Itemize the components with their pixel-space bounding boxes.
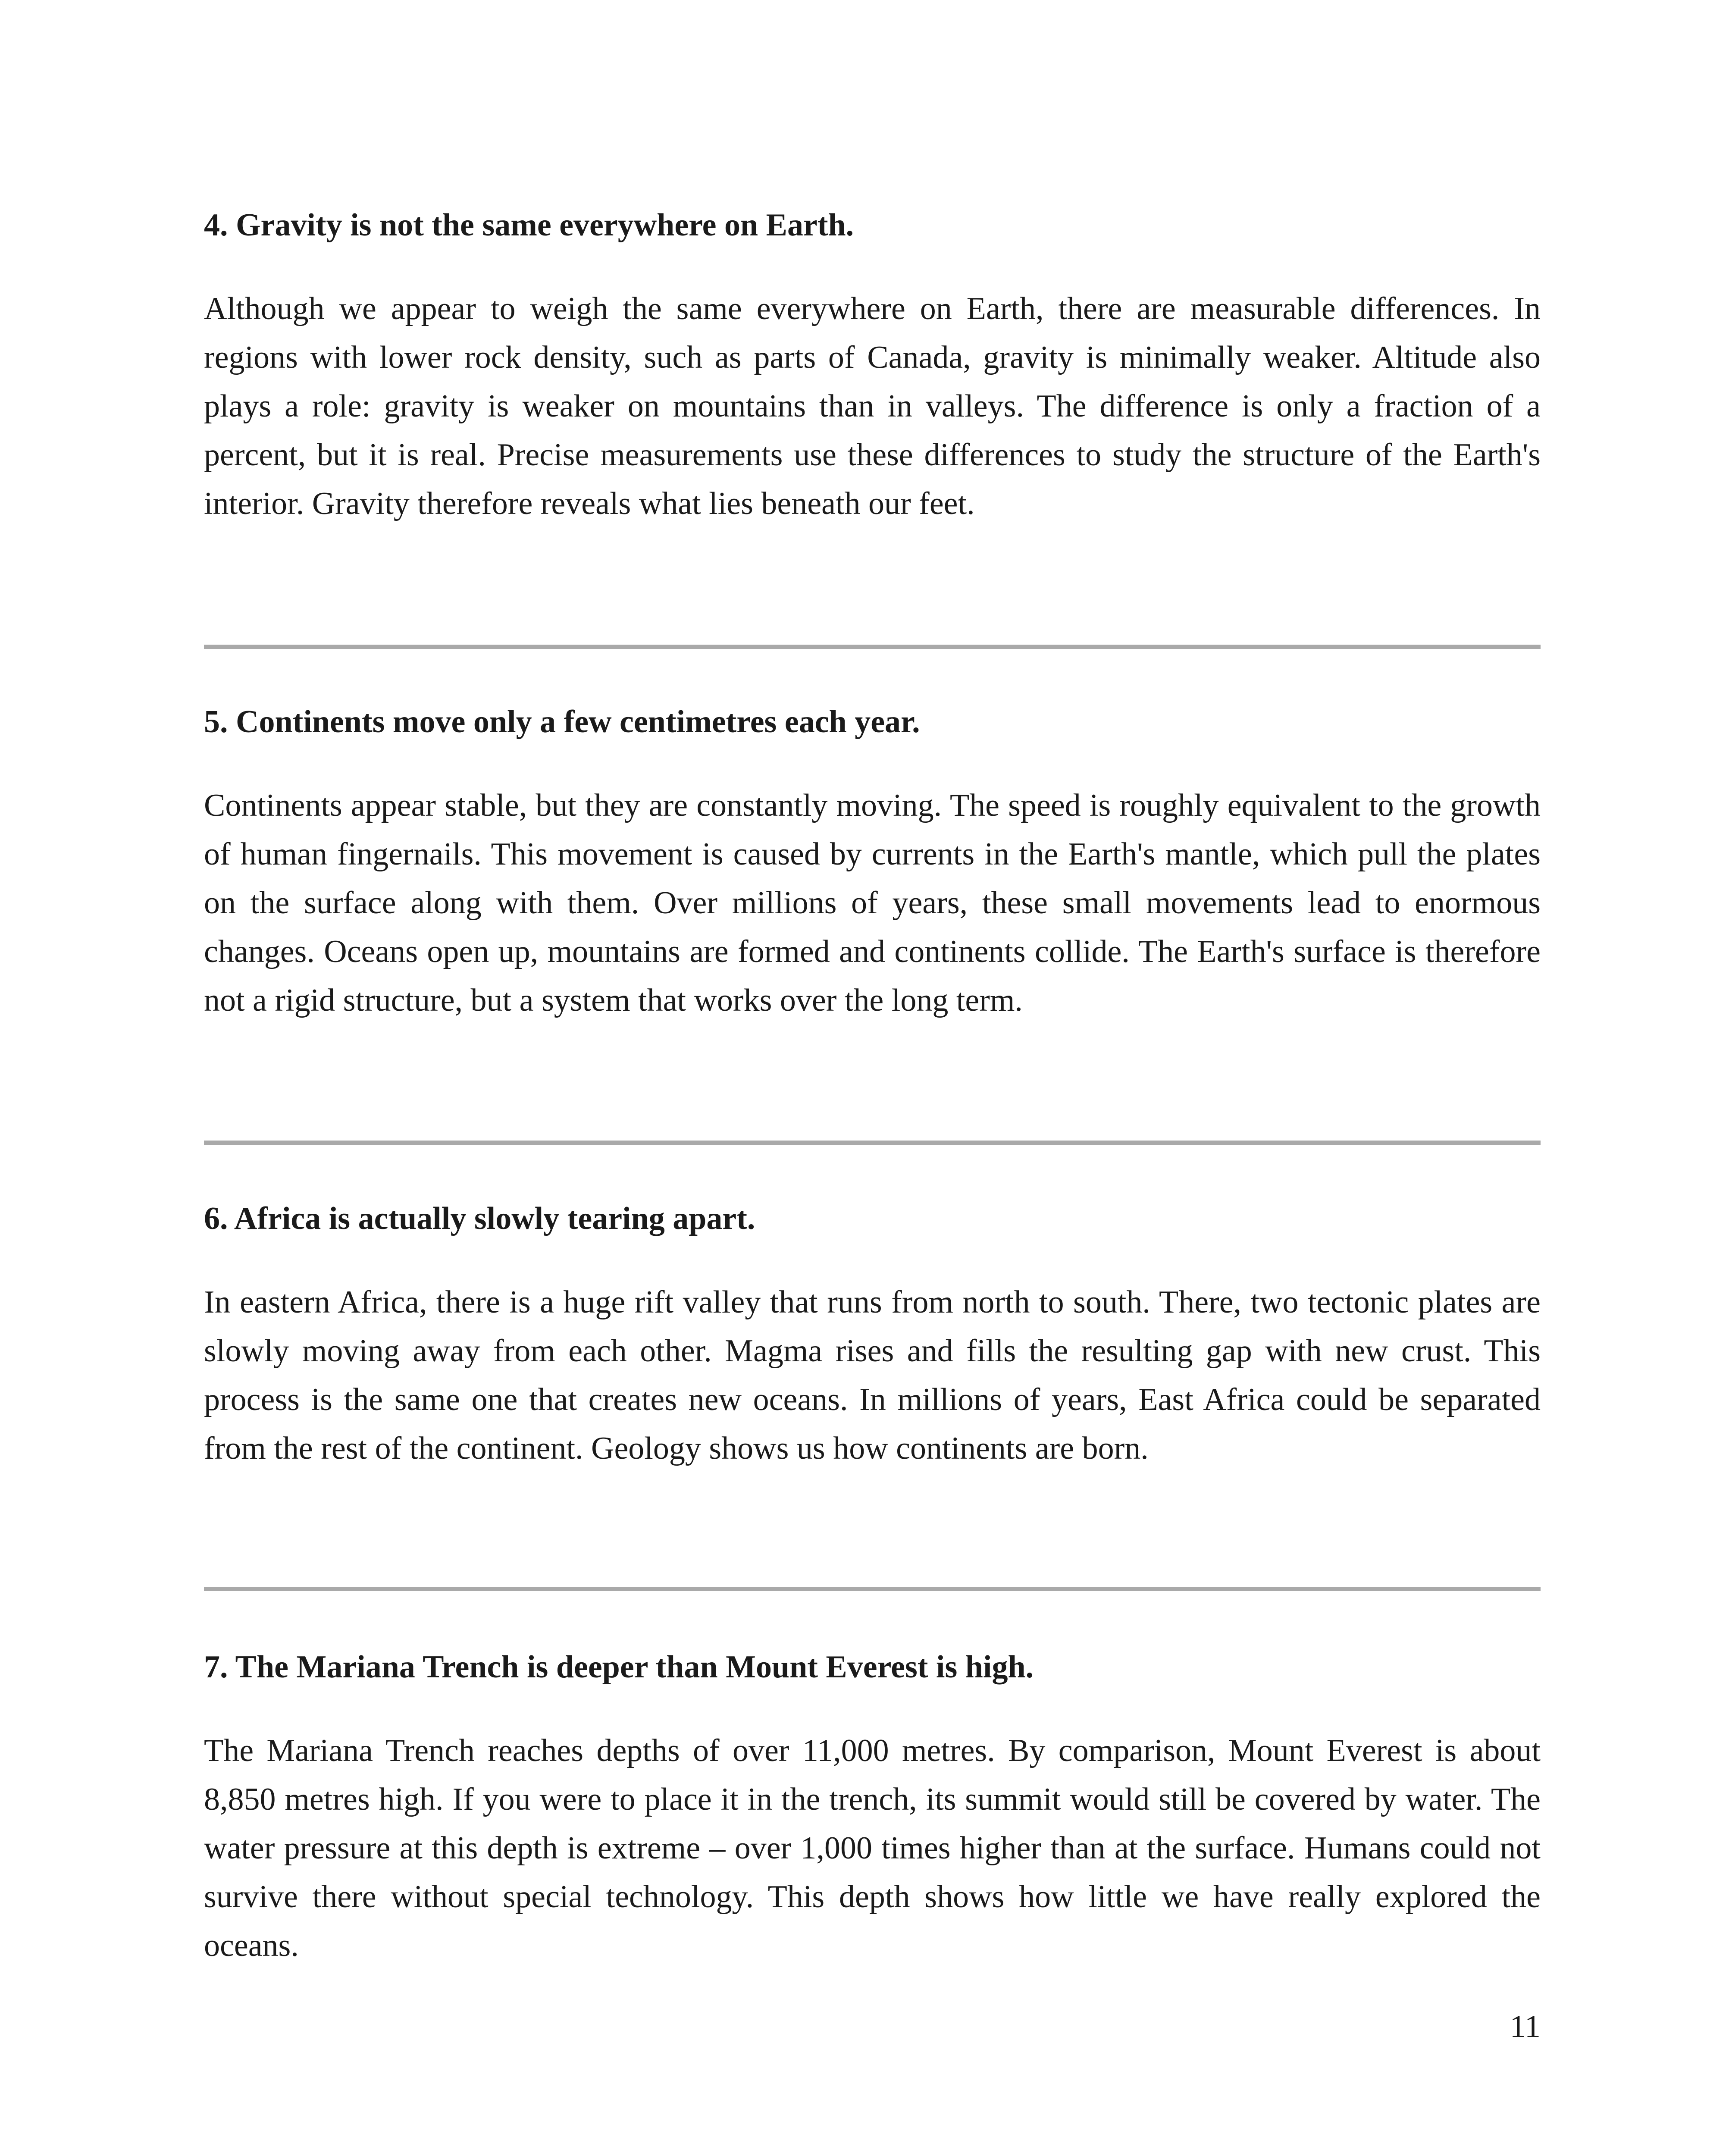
section-heading: 5. Continents move only a few centimetres each year.	[204, 704, 920, 740]
section-africa	[204, 1197, 1541, 1473]
section-mariana-trench	[204, 1645, 1541, 1970]
section-heading: 7. The Mariana Trench is deeper than Mount Everest is high.	[204, 1649, 1034, 1685]
section-continents	[204, 700, 1541, 1025]
section-body: Continents appear stable, but they are constantly moving. The speed is roughly equivalent to the growth of human fingernails. This movement is caused by currents in the Earth's mantle, which pull the plates on the surface along with them. Over millions of years, these small movements lead to enormous changes. Oceans open up, mountains are formed and continents collide. The Earth's surface is therefore not a rigid structure, but a system that works over the long term.	[204, 788, 1541, 1018]
section-gravity	[204, 204, 1541, 528]
section-divider	[204, 1587, 1541, 1591]
section-body: The Mariana Trench reaches depths of over 11,000 metres. By comparison, Mount Everest is about 8,850 metres high. If you were to place it in the trench, its summit would still be covered by water. The water pressure at this depth is extreme – over 1,000 times higher than at the surface. Humans could not survive there without special technology. This depth shows how little we have really explored the oceans.	[204, 1733, 1541, 1963]
section-body: Although we appear to weigh the same everywhere on Earth, there are measurable differences. In regions with lower rock density, such as parts of Canada, gravity is minimally weaker. Altitude also plays a role: gravity is weaker on mountains than in valleys. The difference is only a fraction of a percent, but it is real. Precise measurements use these differences to study the structure of the Earth's interior. Gravity therefore reveals what lies beneath our feet.	[204, 291, 1541, 521]
section-divider	[204, 645, 1541, 649]
section-heading: 6. Africa is actually slowly tearing apart.	[204, 1201, 755, 1236]
section-divider	[204, 1141, 1541, 1145]
section-body: In eastern Africa, there is a huge rift valley that runs from north to south. There, two tectonic plates are slowly moving away from each other. Magma rises and fills the resulting gap with new crust. This process is the same one that creates new oceans. In millions of years, East Africa could be separated from the rest of the continent. Geology shows us how continents are born.	[204, 1285, 1541, 1466]
page-number: 11	[1510, 2009, 1541, 2044]
section-heading: 4. Gravity is not the same everywhere on Earth.	[204, 207, 854, 243]
